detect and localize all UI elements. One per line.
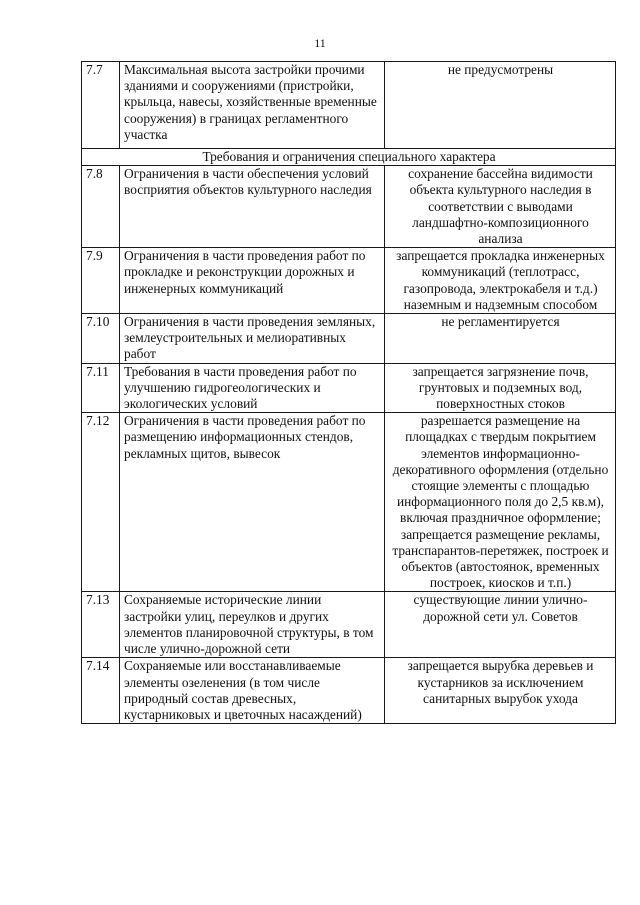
- table-row: [82, 658, 616, 724]
- requirement-name: Ограничения в части проведения работ по прокладке и реконструкции дорожных и инженерных коммуникаций: [120, 248, 385, 314]
- row-number: 7.11: [82, 363, 120, 413]
- table-row: [82, 166, 616, 248]
- requirement-value: запрещается загрязнение почв, грунтовых и подземных вод, поверхностных стоков: [385, 363, 616, 413]
- section-title: Требования и ограничения специального характера: [82, 149, 616, 166]
- requirement-name: Сохраняемые исторические линии застройки улиц, переулков и других элементов планировочной структуры, в том числе улично-дорожной сети: [120, 592, 385, 658]
- requirement-name: Ограничения в части проведения земляных, землеустроительных и мелиоративных работ: [120, 314, 385, 364]
- table-row: [82, 592, 616, 658]
- table-row: [82, 413, 616, 592]
- requirement-name: Ограничения в части проведения работ по размещению информационных стендов, рекламных щитов, вывесок: [120, 413, 385, 592]
- requirement-value: сохранение бассейна видимости объекта культурного наследия в соответствии с выводами ландшафтно-композиционного анализа: [385, 166, 616, 248]
- requirement-name: Требования в части проведения работ по улучшению гидрогеологических и экологических условий: [120, 363, 385, 413]
- row-number: 7.7: [82, 62, 120, 149]
- requirement-name: Сохраняемые или восстанавливаемые элементы озеленения (в том числе природный состав древесных, кустарниковых и цветочных насаждений): [120, 658, 385, 724]
- table-row: [82, 62, 616, 149]
- row-number: 7.14: [82, 658, 120, 724]
- requirement-value: запрещается вырубка деревьев и кустарников за исключением санитарных вырубок ухода: [385, 658, 616, 724]
- requirement-name: Максимальная высота застройки прочими зданиями и сооружениями (пристройки, крыльца, навесы, хозяйственные временные сооружения) в границах регламентного участка: [120, 62, 385, 149]
- row-number: 7.8: [82, 166, 120, 248]
- table-row: [82, 363, 616, 413]
- row-number: 7.13: [82, 592, 120, 658]
- row-number: 7.9: [82, 248, 120, 314]
- table-row: [82, 314, 616, 364]
- requirement-value: разрешается размещение на площадках с твердым покрытием элементов информационно-декоративного оформления (отдельно стоящие элементы с площадью информационного поля до 2,5 кв.м), включая праздничное оформление; запрещается размещение рекламы, транспарантов-перетяжек, построек и объектов (автостоянок, временных построек, киосков и т.п.): [385, 413, 616, 592]
- requirement-value: не предусмотрены: [385, 62, 616, 149]
- requirement-value: запрещается прокладка инженерных коммуникаций (теплотрасс, газопровода, электрокабеля и т.д.) наземным и надземным способом: [385, 248, 616, 314]
- row-number: 7.12: [82, 413, 120, 592]
- page-number: 11: [314, 36, 326, 50]
- requirement-value: существующие линии улично-дорожной сети ул. Советов: [385, 592, 616, 658]
- requirement-name: Ограничения в части обеспечения условий восприятия объектов культурного наследия: [120, 166, 385, 248]
- regulation-table: [81, 61, 616, 724]
- section-row: [82, 149, 616, 166]
- requirement-value: не регламентируется: [385, 314, 616, 364]
- table-row: [82, 248, 616, 314]
- row-number: 7.10: [82, 314, 120, 364]
